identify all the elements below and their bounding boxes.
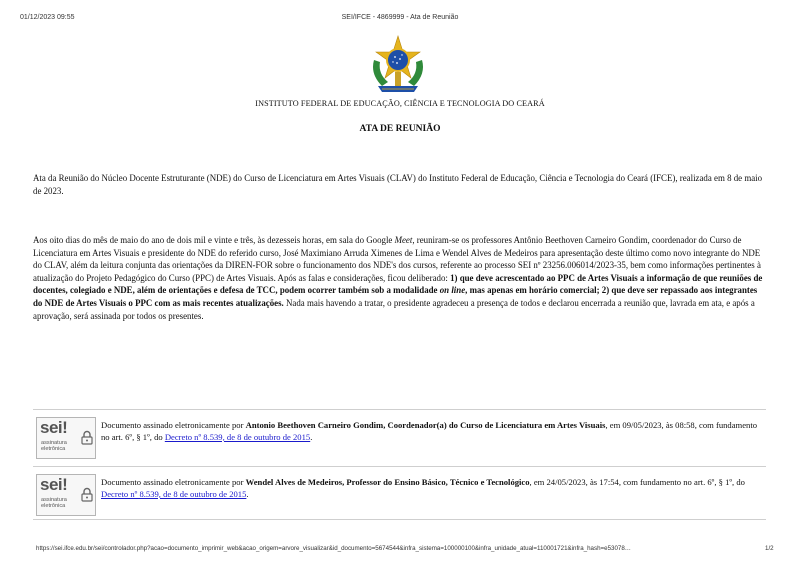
print-datetime: 01/12/2023 09:55	[20, 14, 75, 21]
signature-divider	[33, 519, 766, 520]
document-title: ATA DE REUNIÃO	[359, 124, 441, 134]
brazil-coat-of-arms-icon	[368, 34, 428, 96]
signature-text: Documento assinado eletronicamente por Antonio Beethoven Carneiro Gondim, Coordenador(a) do Curso de Licenciatura em Artes Visuais, em 09/05/2023, às 08:58, com fundamento no art. 6º, § 1º, do Decreto nº 8.539, de 8 de outubro de 2015.	[101, 420, 758, 442]
signature-text: Documento assinado eletronicamente por Wendel Alves de Medeiros, Professor do Ensino Básico, Técnico e Tecnológico, em 24/05/2023, às 17:54, com fundamento no art. 6º, § 1º, do Decreto nº 8.539, de 8 de outubro de 2015.	[101, 477, 745, 499]
online-term: on line	[439, 285, 466, 296]
print-document-title: SEI/IFCE - 4869999 - Ata de Reunião	[341, 14, 459, 21]
intro-paragraph: Ata da Reunião do Núcleo Docente Estruturante (NDE) do Curso de Licenciatura em Artes Visuais (CLAV) do Instituto Federal de Educação, Ciência e Tecnologia do Ceará (IFCE), realizada em 8 de maio de 2023.	[33, 173, 763, 196]
minutes-text-3: Nada mais havendo a tratar, o presidente agradeceu a presença de todos e declarou encerrada a reunião que, lavrada em ata, e após a aprovação, será assinada por todos os presentes.	[33, 297, 755, 321]
signature-block-2	[33, 471, 766, 521]
lock-icon	[81, 430, 93, 445]
signature-divider	[33, 409, 766, 410]
lock-icon	[81, 487, 93, 502]
institution-name: INSTITUTO FEDERAL DE EDUCAÇÃO, CIÊNCIA E TECNOLOGIA DO CEARÁ	[255, 99, 545, 108]
deliberation-2: , mas apenas em horário comercial; 2) que deve ser repassado aos integrantes do NDE de Artes Visuais o PPC com as mais recentes atualizações.	[33, 285, 758, 308]
sei-logo-text: sei!	[40, 418, 68, 437]
sei-logo-text: sei!	[40, 475, 68, 494]
minutes-paragraph	[33, 234, 763, 322]
decree-link[interactable]: Decreto nº 8.539, de 8 de outubro de 2015	[164, 431, 311, 442]
signer-name: Wendel Alves de Medeiros, Professor do Ensino Básico, Técnico e Tecnológico	[245, 477, 530, 487]
minutes-text-2: , reuniram-se os professores Antônio Beethoven Carneiro Gondim, coordenador do Curso de Licenciatura em Artes Visuais e presidente do NDE do referido curso, José Maximiano Arruda Ximenes de Lima e Wendel Alves de Medeiros para apresentação deste último como novo integrante do NDE do CLAV, além da leitura conjunta das orientações da DIREN-FOR sobre o funcionamento dos NDE's dos cursos, referente ao processo SEI nº 23256.006014/2023-35, bem como informações pertinentes à atualização do Projeto Pedagógico do Curso (PPC) de Artes Visuais. Após as falas e considerações, ficou deliberado:	[33, 235, 761, 283]
page-number: 1/2	[765, 545, 774, 552]
meet-term: Meet	[394, 235, 413, 245]
sei-logo-subtitle: assinatura eletrônica	[41, 440, 67, 452]
sei-signature-logo	[36, 474, 96, 516]
deliberation-1: 1) que deve acrescentado ao PPC de Artes Visuais a informação de que reuniões de docentes, colegiado e NDE, além de orientações e defesa de TCC, podem ocorrer também sob a modalidade	[33, 272, 763, 296]
decree-link[interactable]: Decreto nº 8.539, de 8 de outubro de 2015	[101, 488, 247, 499]
signer-name: Antonio Beethoven Carneiro Gondim, Coordenador(a) do Curso de Licenciatura em Artes Visuais	[245, 420, 606, 430]
sei-logo-subtitle: assinatura eletrônica	[41, 497, 67, 509]
minutes-text-1: Aos oito dias do mês de maio do ano de dois mil e vinte e três, às dezesseis horas, em sala do Google	[33, 235, 395, 245]
signature-block-1	[33, 414, 766, 464]
footer-url: https://sei.ifce.edu.br/sei/controlador.php?acao=documento_imprimir_web&acao_origem=arvore_visualizar&id_documento=5674544&infra_sistema=100000100&infra_unidade_atual=110001721&infra_hash=e53078…	[36, 545, 631, 552]
sei-signature-logo	[36, 417, 96, 459]
signature-divider	[33, 466, 766, 467]
